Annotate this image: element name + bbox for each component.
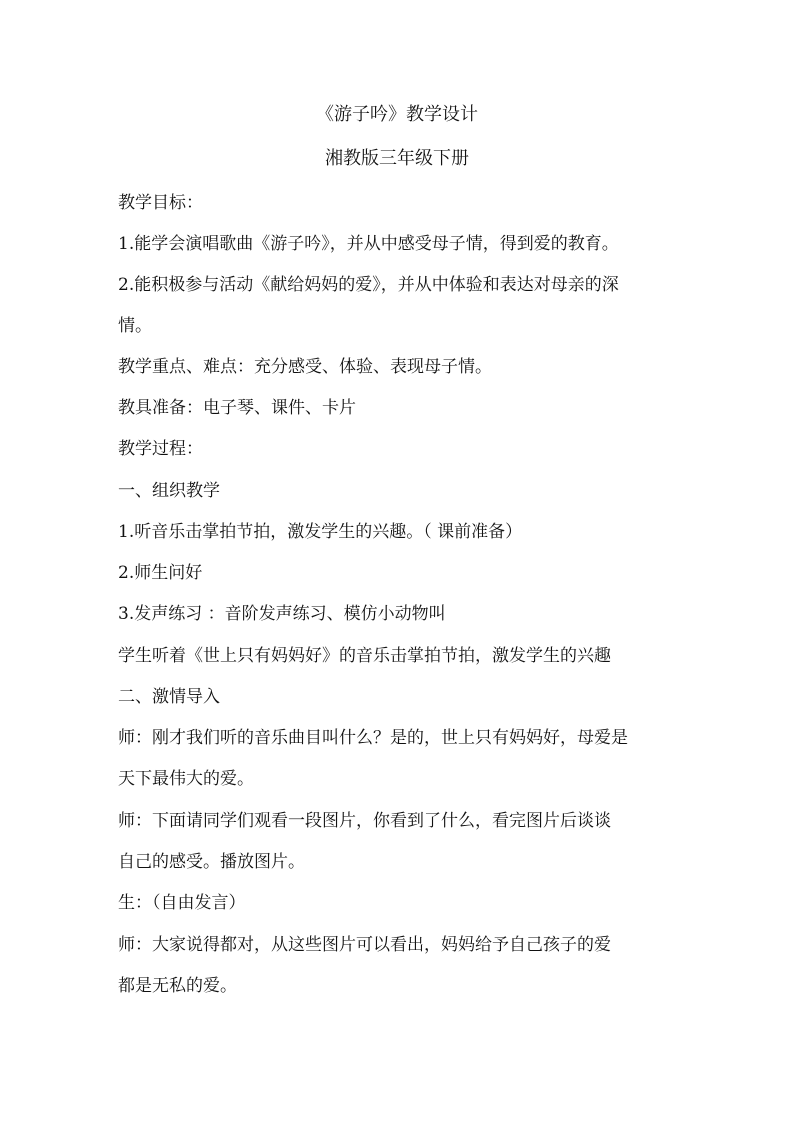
process-step-heading-1: 一、组织教学 (118, 481, 220, 501)
teaching-materials: 教具准备：电子琴、课件、卡片 (118, 398, 356, 418)
document-subtitle: 湘教版三年级下册 (325, 148, 469, 169)
objective-2: 2.能积极参与活动《献给妈妈的爱》，并从中体验和表达对母亲的深 (118, 275, 619, 295)
process-item-1: 1.听音乐击掌拍节拍，激发学生的兴趣。（ 课前准备） (118, 522, 523, 542)
key-points: 教学重点、难点：充分感受、体验、表现母子情。 (118, 357, 492, 377)
process-paragraph-1: 学生听着《世上只有妈妈好》的音乐击掌拍节拍，激发学生的兴趣 (118, 646, 611, 666)
objective-2-continued: 情。 (118, 316, 152, 336)
process-step-heading-2: 二、激情导入 (118, 687, 220, 707)
document-title: 《游子吟》教学设计 (316, 104, 478, 125)
process-item-3: 3.发声练习 ：音阶发声练习、模仿小动物叫 (118, 604, 446, 624)
dialogue-student-1: 生：（自由发言） (118, 893, 246, 913)
objective-1: 1.能学会演唱歌曲《游子吟》，并从中感受母子情，得到爱的教育。 (118, 234, 619, 254)
dialogue-teacher-1-continued: 天下最伟大的爱。 (118, 769, 254, 789)
dialogue-teacher-2: 师：下面请同学们观看一段图片，你看到了什么，看完图片后谈谈 (118, 811, 611, 831)
dialogue-teacher-3-continued: 都是无私的爱。 (118, 976, 237, 996)
dialogue-teacher-2-continued: 自己的感受。播放图片。 (118, 852, 305, 872)
dialogue-teacher-3: 师：大家说得都对，从这些图片可以看出，妈妈给予自己孩子的爱 (118, 935, 611, 955)
section-heading-objectives: 教学目标： (118, 193, 203, 213)
process-item-2: 2.师生问好 (118, 563, 203, 583)
section-heading-process: 教学过程： (118, 439, 203, 459)
dialogue-teacher-1: 师：刚才我们听的音乐曲目叫什么？是的，世上只有妈妈好，母爱是 (118, 728, 628, 748)
